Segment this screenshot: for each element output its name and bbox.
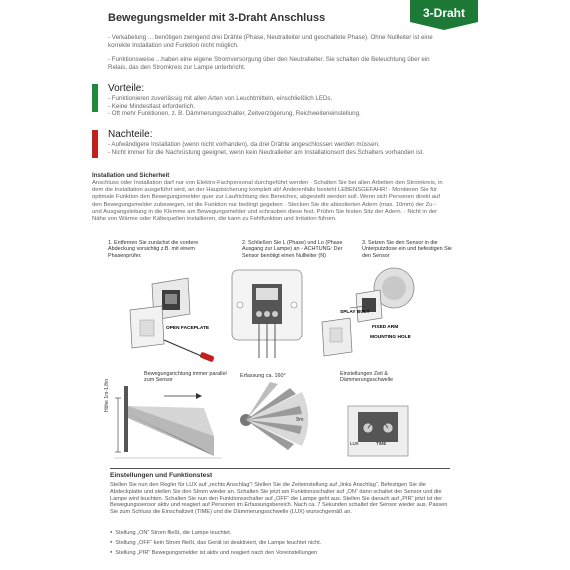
function-test-heading: Einstellungen und Funktionstest [110,472,213,479]
distance-label: 9m [296,417,304,423]
nachteile-item: - Nicht immer für die Nachrüstung geeignet, wenn kein Neutralleiter am Installationsort des Schalters vorhanden ist. [108,148,425,156]
function-test-item: ● Stellung „PIR“ Bewegungsmelder ist aktiv und reagiert nach den Voreinstellungen [110,548,450,558]
settings-caption: Einstellungen Zeit & Dämmerungsschwelle [340,371,394,384]
vorteile-item: - Funktionieren zuverlässig mit allen Arten von Leuchtmitteln, einschließlich LEDs. [108,95,333,102]
intro-paragraph-2: - Funktionsweise ...haben eine eigene Stromversorgung über den Neutralleiter. Sie schalten die Beleuchtung über ein Relais, das den Stromkreis zur Lampe unterbricht. [108,56,430,71]
step-1-caption: 1. Entfernen Sie zunächst die vordere Abdeckung vorsichtig z.B. mit einem Phasenprüfer. [108,240,199,259]
nachteile-item: - Aufwändigere Installation (wenn nicht vorhanden), da drei Drähte angeschlossen werden müssen. [108,141,380,148]
vorteile-heading: Vorteile: [108,83,145,94]
mounting-hole-label: MOUNTING HOLE [370,335,411,340]
angle-fan-illustration [230,380,310,452]
badge-text: 3-Draht [422,6,466,20]
vorteile-color-bar [92,84,98,112]
height-label: Höhe 1m-1,8m [104,378,110,412]
function-test-item: ● Stellung „OFF“ kein Strom fließt, das Gerät ist deaktiviert, die Lampe leuchtet nicht. [110,538,450,548]
function-test-item: ● Stellung „ON“ Strom fließt, die Lampe leuchtet. [110,528,450,538]
angle-caption: Erfassung ca. 160° [240,373,286,379]
vorteile-list [108,95,438,118]
section-divider [110,468,450,469]
installation-heading: Installation und Sicherheit [92,172,170,179]
side-detection-illustration [104,378,228,464]
splay-bolt-label: SPLAY BOLT [340,310,370,315]
vorteile-item: - Oft mehr Funktionen, z. B. Dämmerungsschalter, Zeitverzögerung, Reichweiteneinstellung. [108,110,361,118]
3-draht-badge [410,0,478,30]
nachteile-list [108,141,438,156]
installation-body: Anschluss oder Installation darf nur von Elektro-Fachpersonal durchgeführt werden · Schalten Sie bei allen Arbeiten den Stromkreis, in dem die Installation ausgeführt wird, an der Hauptsicherung komplett ab! Anderenfalls besteht LEBENSGEFAHR! · Montieren Sie für optimale Funktion den Bewegungsmelder quer zur Laufrichtung des Bereiches, abgestellt werden soll. Wenn sich Personen direkt auf den Bewegungsmelder zubewegen, ist die Funktion nur bedingt gegeben · Stecken Sie die abisolierten Adern (max. 10mm) der Zu - und Ausgangsleitung in die Klemme am Bewegungsmelder und schrauben diese fest. Prüfen Sie festen Sitz der Adern. · Nicht in der Nähe von Wärme oder Kältequellen installieren, die kann zu Fehlfunktion und Irritation führen. [92,180,443,223]
step-3-illustration [316,262,426,362]
function-test-list [110,528,450,557]
page-title: Bewegungsmelder mit 3-Draht Anschluss [108,12,326,24]
fixed-arm-label: FIXED ARM [372,325,399,330]
knob-label-lux: LUX [350,441,359,446]
vorteile-item: - Keine Mindestlast erforderlich. [108,102,196,110]
motion-direction-caption: Bewegungsrichtung immer parallel zum Sensor [144,371,227,384]
step-2-illustration [230,268,305,360]
settings-illustration [340,398,430,464]
function-test-body: Stellen Sie nun den Regler für LUX auf „rechts Anschlag“! Stellen Sie die Zeiteinstellung auf „links Anschlag“. Befestigen Sie die Abdeckplatte und stellen Sie den Strom wieder an. Schalten Sie jetzt am Funktionsschalter auf „ON“ dann schaltet der Sensor und die Lampe wird leuchten. Schalten Sie nun den Funktionsschalter auf „OFF“ die Lampe geht aus. Stellen Sie danach auf „PIR“ jetzt ist der Bewegungssensor aktiv und reagiert auf Personen im Erfassungsbereich. Nach ca. 7 Sekunden schaltet der Sensor wieder aus. Passen Sie zum Schluss die Einschaltzeit (TIME) und die Dämmerungsschwelle (LUX) wunschgemäß an. [110,482,448,516]
open-faceplate-label: OPEN FACEPLATE [166,326,210,331]
intro-paragraph-1: - Verkabelung ... benötigen zwingend drei Drähte (Phase, Neutralleiter und geschaltete Phase). Ohne Nullleiter ist eine korrekte Installation und Funktion nicht möglich. [108,34,433,49]
step-1-illustration [110,270,230,370]
nachteile-heading: Nachteile: [108,129,153,140]
step-3-caption: 3. Setzen Sie den Sensor in die Unterputzdose ein und befestigen Sie den Sensor [362,240,452,259]
nachteile-color-bar [92,130,98,158]
knob-label-time: TIME [376,441,387,446]
step-2-caption: 2. Schließen Sie L (Phase) und Lo (Phase Ausgang zur Lampe) an - ACHTUNG: Der Sensor benötigt einen Nullleiter (N) [242,240,343,259]
